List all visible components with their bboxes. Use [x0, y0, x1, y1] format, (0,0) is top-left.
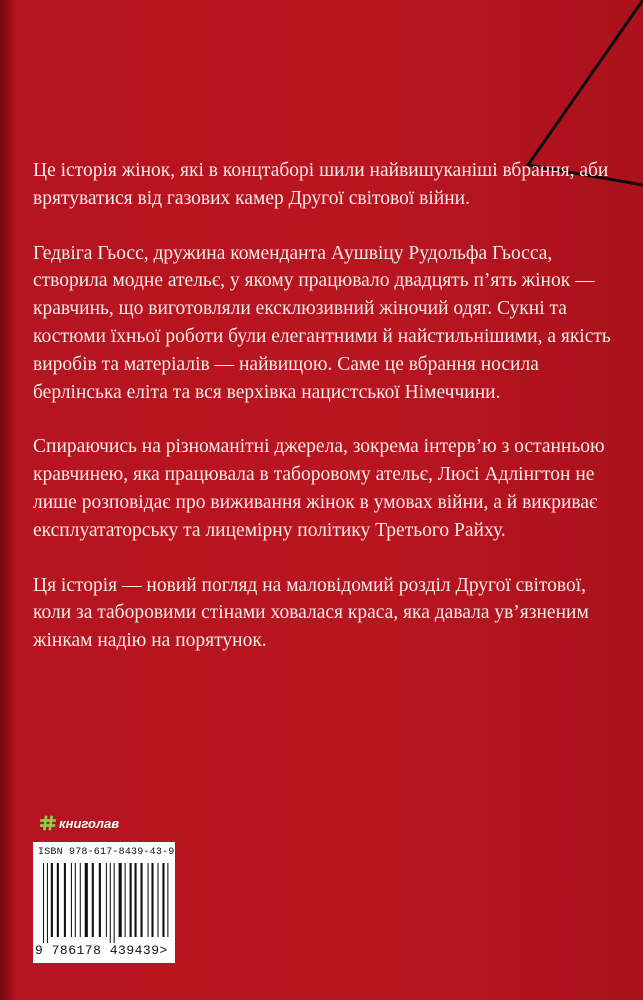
barcode-bar	[141, 863, 143, 937]
barcode-bar	[47, 863, 48, 943]
blurb-paragraph-4: Ця історія — новий погляд на маловідомий розділ Другої світової, коли за таборовими стінами ховалася краса, яка давала ув’язненим жінкам надію на порятунок.	[33, 574, 589, 652]
barcode-bar	[57, 863, 59, 937]
barcode-digits-value: 9 786178 439439	[35, 943, 160, 958]
blurb-paragraph-1: Це історія жінок, які в концтаборі шили найвишуканіші вбрання, аби врятуватися від газових камер Другої світової війни.	[33, 160, 609, 209]
barcode-bar	[51, 863, 53, 937]
barcode-bar	[135, 863, 137, 937]
barcode-bar	[114, 863, 115, 943]
hash-logo-icon	[40, 815, 56, 831]
barcode-bar	[162, 863, 164, 937]
publisher-logo	[40, 815, 119, 831]
barcode-bar	[151, 863, 153, 937]
barcode-bar	[125, 863, 126, 937]
barcode-bar	[157, 863, 158, 937]
barcode-bar	[110, 863, 111, 943]
barcode-bar	[99, 863, 101, 937]
barcode-bar	[43, 863, 44, 943]
barcode-bar	[75, 863, 76, 937]
barcode-digits	[35, 943, 168, 958]
isbn-number: ISBN 978-617-8439-43-9	[38, 847, 175, 858]
barcode-bar	[106, 863, 107, 937]
barcode-bar	[130, 863, 132, 937]
barcode-bar	[80, 863, 81, 937]
barcode-bar	[148, 863, 149, 937]
blurb-paragraph-3: Спираючись на різноманітні джерела, зокрема інтерв’ю з останньою кравчинею, яка працювала в таборовому ательє, Люсі Адлінгтон не лише розповідає про виживання жінок в умовах війни, а й викриває експлуататорську та лицемірну політику Третього Райху.	[33, 436, 605, 541]
barcode-bar	[119, 863, 122, 937]
quiet-zone-mark: >	[159, 943, 168, 958]
publisher-name: книголав	[59, 815, 120, 831]
barcode-bar	[64, 863, 66, 937]
blurb-text	[33, 157, 628, 682]
barcode-bar	[92, 863, 94, 937]
barcode-label	[33, 842, 175, 963]
barcode-bar	[167, 863, 168, 937]
barcode-bars	[39, 863, 169, 943]
barcode-bar	[71, 863, 72, 937]
barcode-bar	[85, 863, 88, 937]
blurb-paragraph-2: Гедвіга Гьосс, дружина коменданта Аушвіцу Рудольфа Гьосса, створила модне ательє, у якому працювало двадцять п’ять жінок — кравчинь, що виготовляли ексклюзивний жіночий одяг. Сукні та костюми їхньої роботи були елегантними й найстильнішими, а якість виробів та матеріалів — найвищою. Саме це вбрання носила берлінська еліта та вся верхівка нацистської Німеччини.	[33, 242, 611, 403]
